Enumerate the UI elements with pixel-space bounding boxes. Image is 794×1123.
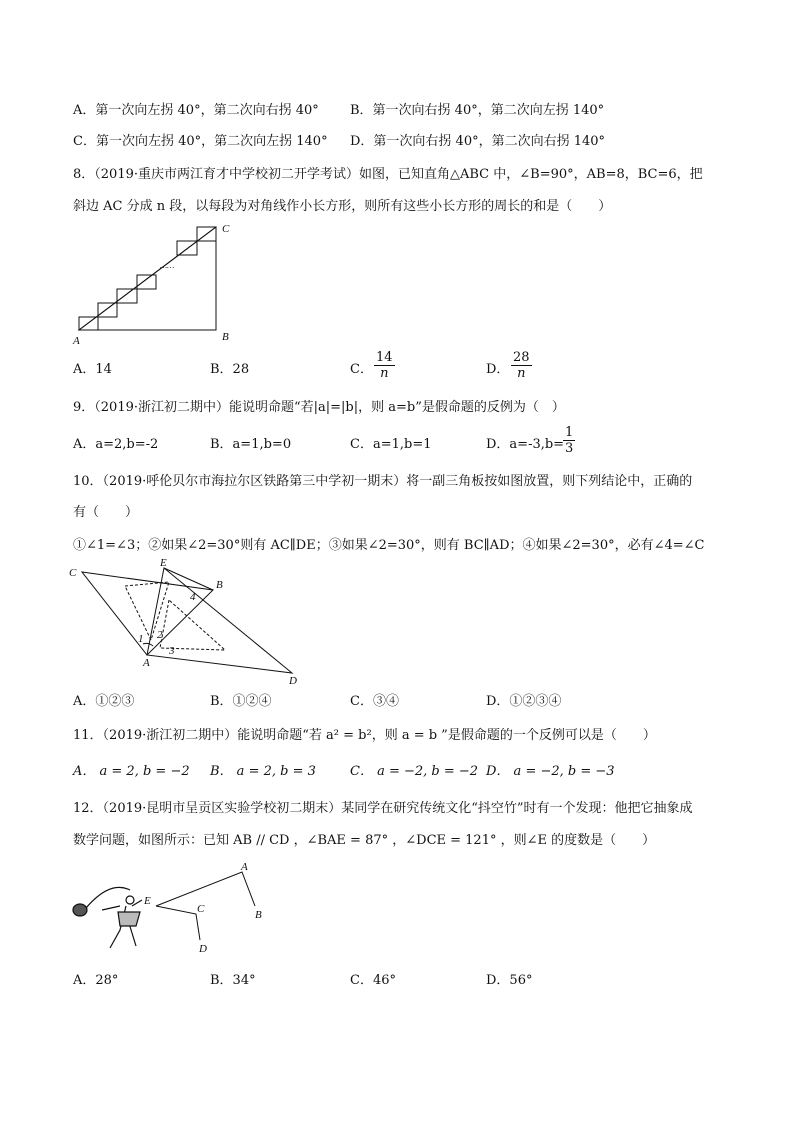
q10-label-3: 3 xyxy=(169,645,175,657)
q10-stem-line1: 10．（2019·呼伦贝尔市海拉尔区铁路第三中学初一期末）将一副三角板按如图放置，则下列结论中，正确的 xyxy=(73,474,693,489)
q9-option-d: D．a=-3,b= xyxy=(486,437,565,452)
q9-option-b: B．a=1,b=0 xyxy=(210,437,292,452)
q12-option-a: A．28° xyxy=(73,973,119,988)
q10-label-2: 2 xyxy=(157,629,163,641)
q10-label-b: B xyxy=(216,579,223,591)
q10-label-1: 1 xyxy=(138,633,144,645)
q9-option-a: A．a=2,b=-2 xyxy=(73,437,159,452)
q12-label-c: C xyxy=(197,903,205,915)
q11-stem: 11．（2019·浙江初二期中）能说明命题“若 a² = b²，则 a = b ”是假命题的一个反例可以是（ ） xyxy=(73,728,656,743)
q8-option-c-fraction: $\frac{14}{n}$ xyxy=(376,350,393,381)
q10-set-square-figure xyxy=(65,557,305,690)
q8-stem-line1: 8．（2019·重庆市两江育才中学校初二开学考试）如图，已知直角△ABC 中，∠B=90°，AB=8，BC=6，把 xyxy=(73,167,703,182)
q9-option-d-fraction: $\frac{1}{3}$ xyxy=(565,425,574,456)
q12-stem-line2: 数学问题，如图所示：已知 AB // CD ，∠BAE = 87° ，∠DCE = 121° ，则∠E 的度数是（ ） xyxy=(73,833,656,848)
q8-stem-line2: 斜边 AC 分成 n 段，以每段为对角线作小长方形，则所有这些小长方形的周长的和是（ ） xyxy=(73,199,612,214)
q11-option-c: C． a = −2, b = −2 xyxy=(350,764,479,779)
q10-stem-line2: 有（ ） xyxy=(73,505,139,520)
q11-option-d: D． a = −2, b = −3 xyxy=(486,764,615,779)
q9-stem: 9．（2019·浙江初二期中）能说明命题“若|a|=|b|，则 a=b”是假命题的反例为（ ） xyxy=(73,400,565,415)
diabolo-player-illustration xyxy=(73,887,142,948)
q12-label-d: D xyxy=(199,943,207,955)
q8-label-b: B xyxy=(222,331,229,343)
q10-label-a: A xyxy=(143,657,150,669)
q10-option-d: D．①②③④ xyxy=(486,694,562,709)
q8-option-b: B．28 xyxy=(210,362,250,377)
q10-option-b: B．①②④ xyxy=(210,694,272,709)
q8-option-c: C． xyxy=(350,362,373,377)
q12-label-a: A xyxy=(241,861,248,873)
q12-stem-line1: 12．（2019·昆明市呈贡区实验学校初二期末）某同学在研究传统文化“抖空竹”时有一个发现：他把它抽象成 xyxy=(73,801,693,816)
q10-statements: ①∠1=∠3；②如果∠2=30°则有 AC∥DE；③如果∠2=30°，则有 BC∥AD；④如果∠2=30°，必有∠4=∠C xyxy=(73,538,705,553)
q12-label-e: E xyxy=(144,895,151,907)
q10-label-d: D xyxy=(289,675,297,687)
q8-label-a: A xyxy=(73,335,80,347)
q10-option-c: C．③④ xyxy=(350,694,399,709)
q8-option-a: A．14 xyxy=(73,362,112,377)
q10-label-4: 4 xyxy=(190,591,196,603)
q9-option-c: C．a=1,b=1 xyxy=(350,437,432,452)
q7-option-b: B．第一次向右拐 40°，第二次向左拐 140° xyxy=(350,103,605,118)
q12-option-b: B．34° xyxy=(210,973,256,988)
q7-option-c: C．第一次向左拐 40°，第二次向左拐 140° xyxy=(73,134,328,149)
q10-option-a: A．①②③ xyxy=(73,694,135,709)
q11-option-a: A． a = 2, b = −2 xyxy=(73,764,190,779)
q12-diabolo-figure xyxy=(70,860,270,960)
q7-option-a: A．第一次向左拐 40°，第二次向右拐 40° xyxy=(73,103,319,118)
q12-label-b: B xyxy=(255,909,262,921)
q8-option-d-fraction: $\frac{28}{n}$ xyxy=(513,350,530,381)
q8-dots: …… xyxy=(160,261,175,270)
q7-option-d: D．第一次向右拐 40°，第二次向右拐 140° xyxy=(350,134,606,149)
q8-label-c: C xyxy=(222,223,230,235)
q11-option-b: B． a = 2, b = 3 xyxy=(210,764,316,779)
q10-label-e: E xyxy=(160,557,167,569)
q12-option-c: C．46° xyxy=(350,973,396,988)
q12-option-d: D．56° xyxy=(486,973,533,988)
q8-triangle-figure xyxy=(70,220,250,350)
q10-label-c: C xyxy=(69,567,77,579)
q8-option-d: D． xyxy=(486,362,510,377)
